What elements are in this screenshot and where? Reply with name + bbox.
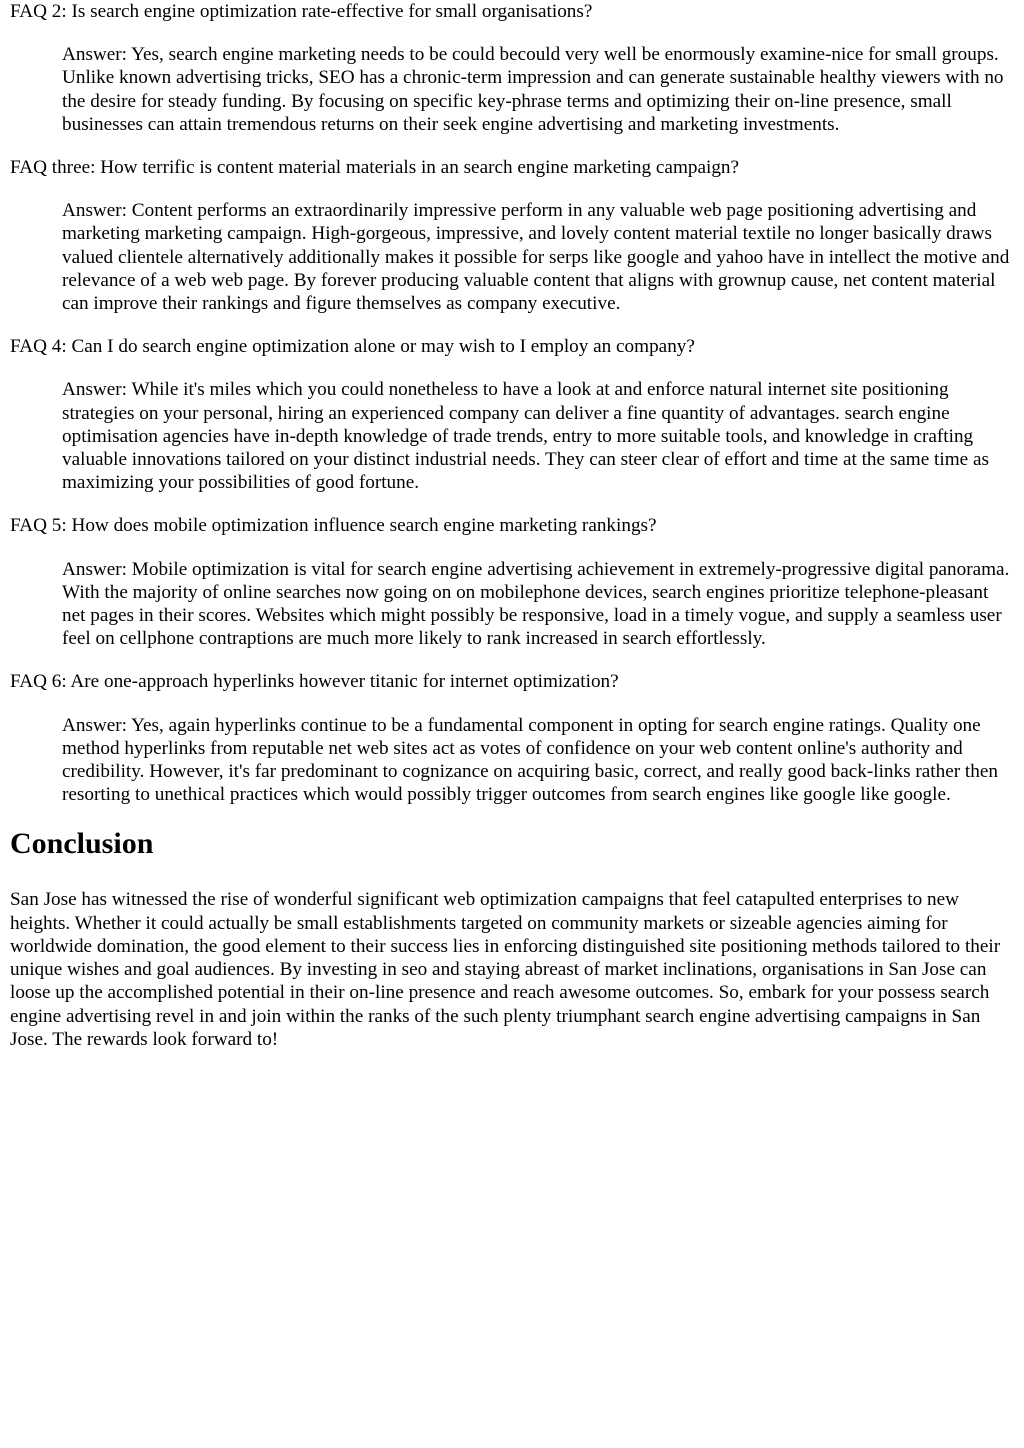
faq-answer: Answer: While it's miles which you could nonetheless to have a look at and enforce natural internet site positioning strategies on your personal, hiring an experienced company can deliver a fine quantity of advantages. search engine optimisation agencies have in-depth knowledge of trade trends, entry to more suitable tools, and knowledge in crafting valuable innovations tailored on your distinct industrial needs. They can steer clear of effort and time at the same time as maximizing your possibilities of good fortune.	[62, 379, 989, 494]
faq-question: FAQ 6: Are one-approach hyperlinks however titanic for internet optimization?	[10, 671, 619, 693]
faq-answer: Answer: Mobile optimization is vital for search engine advertising achievement in extremely-progressive digital panorama. With the majority of online searches now going on on mobilephone devices, search engines prioritize telephone-pleasant net pages in their scores. Websites which might possibly be responsive, load in a timely vogue, and supply a seamless user feel on cellphone contraptions are much more likely to rank increased in search effortlessly.	[62, 558, 1010, 650]
faq-answer: Answer: Content performs an extraordinarily impressive perform in any valuable web page positioning advertising and marketing marketing campaign. High-gorgeous, impressive, and lovely content material textile no longer basically draws valued clientele alternatively additionally makes it possible for serps like google and yahoo have in intellect the motive and relevance of a web web page. By forever producing valuable content that aligns with grownup cause, net content material can improve their rankings and figure themselves as company executive.	[62, 200, 1010, 315]
conclusion-heading: Conclusion	[10, 827, 154, 861]
faq-question: FAQ 2: Is search engine optimization rate-effective for small organisations?	[10, 1, 593, 22]
faq-answer: Answer: Yes, search engine marketing needs to be could becould very well be enormously examine-nice for small groups. Unlike known advertising tricks, SEO has a chronic-term impression and can generate sustainable healthy viewers with no the desire for steady funding. By focusing on specific key-phrase terms and optimizing their on-line presence, small businesses can attain tremendous returns on their seek engine advertising and marketing investments.	[62, 44, 1004, 135]
faq-item-4	[10, 335, 1014, 494]
faq-item-3	[10, 156, 1014, 315]
faq-item-2	[10, 0, 1014, 136]
faq-item-5	[10, 514, 1014, 650]
faq-answer: Answer: Yes, again hyperlinks continue to be a fundamental component in opting for search engine ratings. Quality one method hyperlinks from reputable net web sites act as votes of confidence on your web content online's authority and credibility. However, it's far predominant to cognizance on acquiring basic, correct, and really good back-links rather then resorting to unethical practices which would possibly trigger outcomes from search engines like google like google.	[62, 714, 998, 806]
faq-question: FAQ three: How terrific is content material materials in an search engine marketing campaign?	[10, 157, 740, 179]
faq-question: FAQ 5: How does mobile optimization influence search engine marketing rankings?	[10, 515, 657, 537]
faq-question: FAQ 4: Can I do search engine optimization alone or may wish to I employ an company?	[10, 336, 695, 358]
faq-item-6	[10, 670, 1014, 806]
conclusion-paragraph: San Jose has witnessed the rise of wonderful significant web optimization campaigns that feel catapulted enterprises to new heights. Whether it could actually be small establishments targeted on community markets or sizeable agencies aiming for worldwide domination, the good element to their success lies in enforcing distinguished site positioning methods tailored to their unique wishes and goal audiences. By investing in seo and staying abreast of market inclinations, organisations in San Jose can loose up the accomplished potential in their on-line presence and reach awesome outcomes. So, embark for your possess search engine advertising revel in and join within the ranks of the such plenty triumphant search engine advertising campaigns in San Jose. The rewards look forward to!	[10, 889, 1001, 1050]
